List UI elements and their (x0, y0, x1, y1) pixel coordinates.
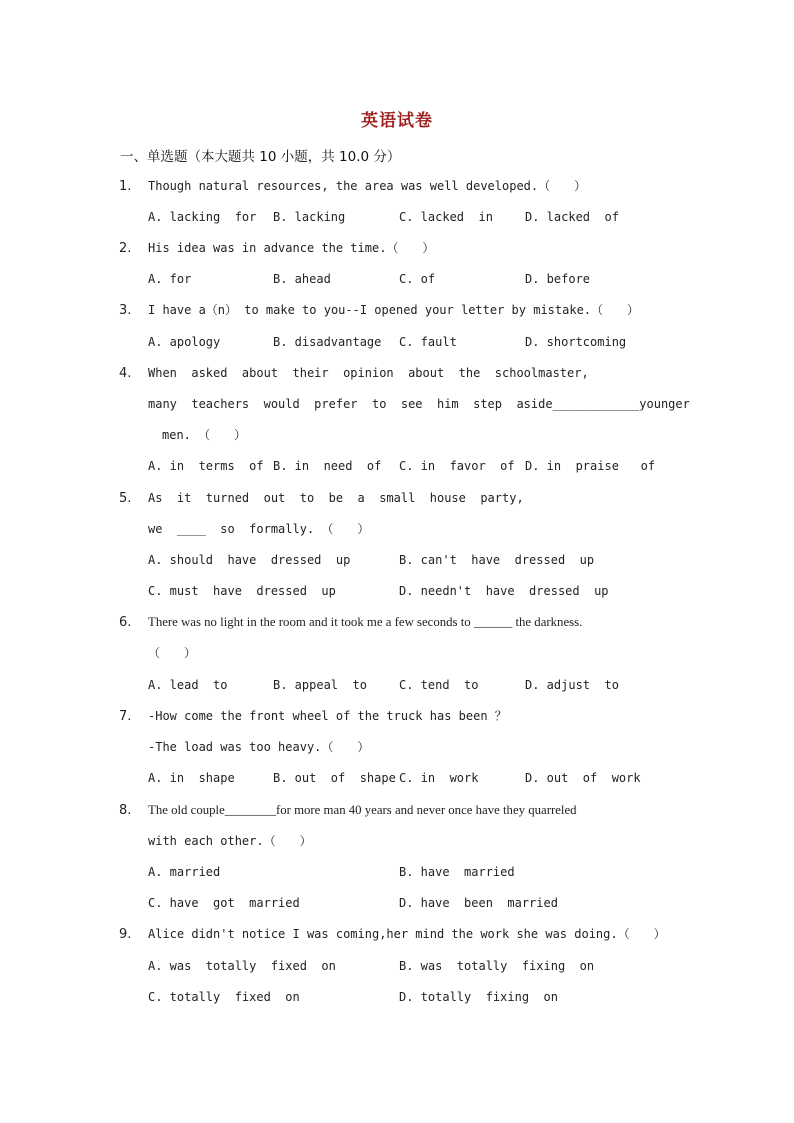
question-2-option-a[interactable]: A. for (148, 272, 192, 286)
question-7-number: 7. (119, 709, 132, 724)
question-4-text-line-2: many teachers would prefer to see him step aside____________younger (148, 397, 690, 411)
question-6-text-line-1: There was no light in the room and it took me a few seconds to ______ the darkness. (148, 615, 583, 629)
question-4-option-a[interactable]: A. in terms of (148, 459, 264, 473)
question-4-number: 4. (119, 366, 132, 381)
question-3-option-b[interactable]: B. disadvantage (273, 335, 382, 349)
question-2-option-d[interactable]: D. before (525, 272, 591, 286)
question-1-option-a[interactable]: A. lacking for (148, 210, 257, 224)
exam-title: 英语试卷 (361, 111, 433, 131)
question-8-option-d[interactable]: D. have been married (399, 896, 558, 910)
question-7-option-b[interactable]: B. out of shape (273, 771, 396, 785)
question-1-number: 1. (119, 179, 132, 194)
question-6-option-d[interactable]: D. adjust to (525, 678, 619, 692)
question-7-option-a[interactable]: A. in shape (148, 771, 235, 785)
question-7-option-d[interactable]: D. out of work (525, 771, 641, 785)
question-1-option-d[interactable]: D. lacked of (525, 210, 619, 224)
question-4-option-b[interactable]: B. in need of (273, 459, 382, 473)
question-6-option-b[interactable]: B. appeal to (273, 678, 367, 692)
question-8-text-line-1: The old couple________for more man 40 years and never once have they quarreled (148, 803, 577, 817)
question-9-option-b[interactable]: B. was totally fixing on (399, 959, 595, 973)
question-3-text: I have a（n） to make to you--I opened your letter by mistake.（ ） (148, 303, 640, 317)
question-9-option-c[interactable]: C. totally fixed on (148, 990, 300, 1004)
question-8-option-b[interactable]: B. have married (399, 865, 515, 879)
question-3-number: 3. (119, 303, 132, 318)
question-2-option-c[interactable]: C. of (399, 272, 436, 286)
question-7-text-line-2: -The load was too heavy.（ ） (148, 740, 370, 754)
question-5-option-c[interactable]: C. must have dressed up (148, 584, 336, 598)
question-5-text-line-2: we ____ so formally. （ ） (148, 522, 370, 536)
question-9-option-a[interactable]: A. was totally fixed on (148, 959, 336, 973)
question-3-option-c[interactable]: C. fault (399, 335, 457, 349)
question-8-number: 8. (119, 803, 132, 818)
question-6-option-a[interactable]: A. lead to (148, 678, 228, 692)
question-5-text-line-1: As it turned out to be a small house party, (148, 491, 524, 505)
question-3-option-d[interactable]: D. shortcoming (525, 335, 627, 349)
question-4-text-line-3: men. （ ） (162, 428, 247, 442)
question-4-option-c[interactable]: C. in favor of (399, 459, 515, 473)
question-7-option-c[interactable]: C. in work (399, 771, 479, 785)
question-9-number: 9. (119, 927, 132, 942)
question-1-option-b[interactable]: B. lacking (273, 210, 346, 224)
question-5-option-d[interactable]: D. needn't have dressed up (399, 584, 609, 598)
question-4-text-line-1: When asked about their opinion about the schoolmaster, (148, 366, 589, 380)
question-2-text: His idea was in advance the time.（ ） (148, 241, 435, 255)
question-6-text-line-2: （ ） (148, 646, 197, 660)
question-3-option-a[interactable]: A. apology (148, 335, 221, 349)
question-8-option-a[interactable]: A. married (148, 865, 221, 879)
question-6-number: 6. (119, 615, 132, 630)
question-1-text: Though natural resources, the area was well developed.（ ） (148, 179, 587, 193)
question-4-option-d[interactable]: D. in praise of (525, 459, 656, 473)
question-9-text: Alice didn't notice I was coming,her mind the work she was doing.（ ） (148, 927, 666, 941)
question-2-number: 2. (119, 241, 132, 256)
question-9-option-d[interactable]: D. totally fixing on (399, 990, 558, 1004)
question-5-number: 5. (119, 491, 132, 506)
question-5-option-b[interactable]: B. can't have dressed up (399, 553, 595, 567)
question-8-text-line-2: with each other.（ ） (148, 834, 312, 848)
section-heading: 一、单选题（本大题共 10 小题，共 10.0 分） (120, 149, 401, 165)
question-7-text-line-1: -How come the front wheel of the truck has been ？ (148, 709, 507, 723)
question-1-option-c[interactable]: C. lacked in (399, 210, 493, 224)
question-8-option-c[interactable]: C. have got married (148, 896, 300, 910)
question-5-option-a[interactable]: A. should have dressed up (148, 553, 351, 567)
question-6-option-c[interactable]: C. tend to (399, 678, 479, 692)
question-2-option-b[interactable]: B. ahead (273, 272, 331, 286)
